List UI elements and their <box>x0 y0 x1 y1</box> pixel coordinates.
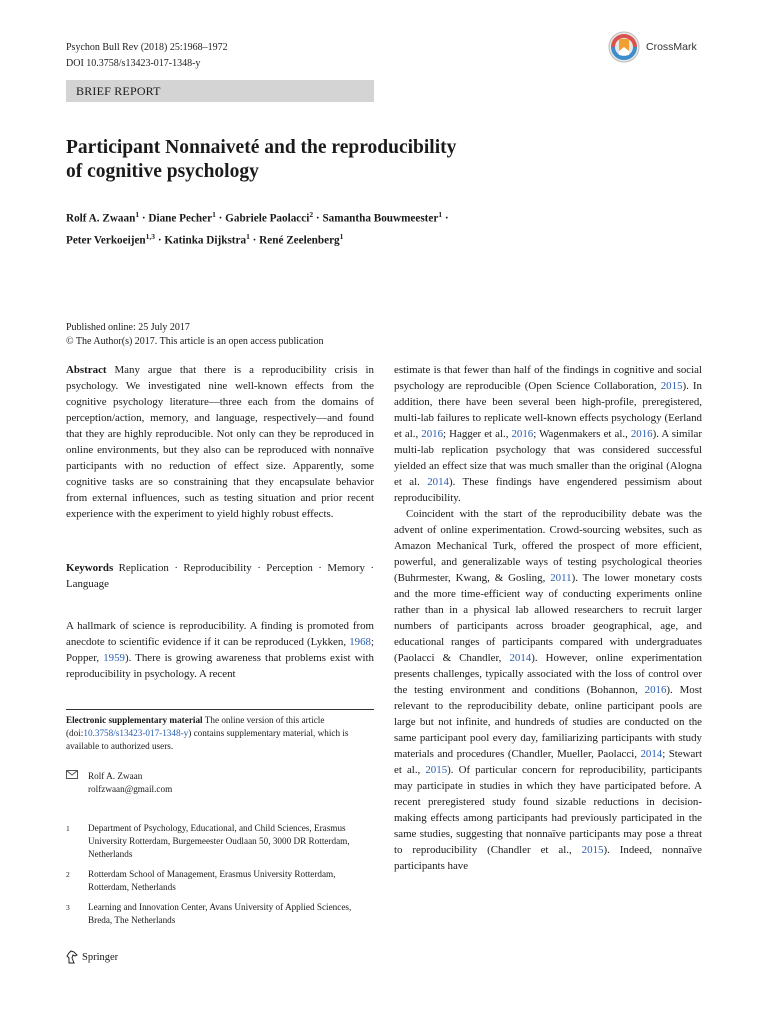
body-text: ; Wagenmakers et al., <box>533 428 631 440</box>
body-text: ; Stewart et al., <box>394 748 702 776</box>
paragraph <box>394 362 702 506</box>
body-text: ). In addition, there have been several been high-profile, preregistered, multi-lab failures to replicate well-known effects psychology (Eerland et al., <box>394 380 702 440</box>
supplementary-note <box>66 714 374 753</box>
author-affiliation-mark: 1 <box>135 210 140 219</box>
crossmark-icon <box>608 31 640 63</box>
publication-info <box>66 321 323 349</box>
esm-text: ) contains supplementary material, which is available to authorized users. <box>66 728 349 751</box>
author-name[interactable]: Samantha Bouwmeester <box>322 212 439 225</box>
body-text: ; Hagger et al., <box>443 428 512 440</box>
author-affiliation-mark: 1 <box>212 210 216 219</box>
abstract-label: Abstract <box>66 364 107 376</box>
citation-link[interactable]: 2016 <box>644 684 667 696</box>
body-text: ). However, online experimentation presents challenges, typically associated with the loss of control over the testing environment and conditions (Bohannon, <box>394 652 702 696</box>
body-text: ). These findings have engendered pessimism about reproducibility. <box>394 476 703 504</box>
report-type-banner: BRIEF REPORT <box>66 80 374 102</box>
doi-link[interactable]: 10.3758/s13423-017-1348-y <box>83 728 189 738</box>
publisher-name: Springer <box>82 951 119 963</box>
body-text: ). Indeed, nonnaïve participants have <box>394 844 702 872</box>
body-text: ). A similar multi-lab replication psychology that was considered successful yielded an effect size that was much smaller than the original (Alogna et al. <box>394 428 702 488</box>
author-name[interactable]: Rolf A. Zwaan <box>66 212 136 225</box>
affiliation-item <box>66 822 366 861</box>
affiliation-text: Department of Psychology, Educational, and Child Sciences, Erasmus University Rotterdam, Burgemeester Oudlaan 50, 3000 DR Rotterdam, Netherlands <box>88 823 350 859</box>
citation-link[interactable]: 2016 <box>421 428 444 440</box>
affiliation-text: Rotterdam School of Management, Erasmus University Rotterdam, Rotterdam, Netherlands <box>88 869 336 892</box>
body-text: ). The lower monetary costs and the more time-efficient way of conducting experiments online rather than in a physical lab allowed researchers to recruit larger numbers of participants across broader geographical, age, and educational ranges of participants compared with undergraduates (Paolacci & Chandler, <box>394 572 702 664</box>
springer-horse-icon <box>66 950 78 964</box>
crossmark-label: CrossMark <box>646 41 697 53</box>
citation-link[interactable]: 2015 <box>581 844 604 856</box>
affiliation-item <box>66 868 366 894</box>
affiliation-text: Learning and Innovation Center, Avans University of Applied Sciences, Breda, The Netherlands <box>88 902 352 925</box>
author-name[interactable]: Diane Pecher <box>148 212 213 225</box>
abstract <box>66 362 374 522</box>
author-name[interactable]: Katinka Dijkstra <box>164 234 247 247</box>
published-date: Published online: 25 July 2017 <box>66 322 190 333</box>
citation-link[interactable]: 2014 <box>427 476 449 488</box>
envelope-icon <box>66 770 88 796</box>
body-text: ). There is growing awareness that problems exist with reproducibility in psychology. A recent <box>66 652 374 680</box>
corresponding-author <box>66 770 374 796</box>
citation-link[interactable]: 1968 <box>349 636 371 648</box>
affiliation-number: 1 <box>66 824 70 833</box>
author-affiliation-mark: 1 <box>438 210 443 219</box>
author-list <box>66 206 626 249</box>
contact-email[interactable]: rolfzwaan@gmail.com <box>88 784 173 794</box>
body-text: Coincident with the start of the reproducibility debate was the advent of online experimentation. Crowd-sourcing websites, such as Amazon Mechanical Turk, offered the prospect of more efficient, powerful, and generalizable ways of testing psychological theories (Buhrmester, Kwang, & Gosling, <box>394 508 702 584</box>
journal-citation: Psychon Bull Rev (2018) 25:1968–1972 <box>66 42 228 53</box>
affiliation-item <box>66 901 366 927</box>
citation-link[interactable]: 2011 <box>550 572 572 584</box>
copyright-line: © The Author(s) 2017. This article is an open access publication <box>66 336 324 347</box>
author-affiliation-mark: 1,3 <box>145 231 156 241</box>
author-name[interactable]: Peter Verkoeijen <box>66 234 146 247</box>
citation-link[interactable]: 2015 <box>425 764 448 776</box>
affiliation-number: 2 <box>66 870 70 879</box>
keywords-text: Replication · Reproducibility · Perception · Memory · Language <box>66 562 374 590</box>
doi-line: DOI 10.3758/s13423-017-1348-y <box>66 58 201 69</box>
keywords <box>66 560 374 592</box>
body-text: ). Of particular concern for reproducibility, participants may participate in studies in which they have participated before. A recent preregistered study found sizable reductions in decision-making effects among participants had previously participated in the same studies, suggesting that nonnaïve participants may pose a threat to reproducibility (Chandler et al., <box>394 764 702 856</box>
affiliation-list <box>66 822 366 927</box>
author-line-1: Rolf A. Zwaan$^1$ · Diane Pecher$^1$ · Gabriele Paolacci$^2$ · Samantha Bouwmeester$^1$ · <box>66 210 449 225</box>
esm-label: Electronic supplementary material <box>66 715 203 725</box>
body-right-column <box>394 362 702 874</box>
author-affiliation-mark: 1 <box>246 231 250 241</box>
title-line-2: of cognitive psychology <box>66 161 259 182</box>
esm-text: The online version of this article (doi: <box>66 715 325 738</box>
citation-link[interactable]: 2015 <box>660 380 683 392</box>
author-line-2: Peter Verkoeijen$^{1,3}$ · Katinka Dijkstra$^1$ · René Zeelenberg$^1$ <box>66 231 344 247</box>
body-text: A hallmark of science is reproducibility. A finding is promoted from anecdote to scientific evidence if it can be reproduced (Lykken, <box>66 620 374 648</box>
keywords-label: Keywords <box>66 562 114 574</box>
citation-link[interactable]: 2014 <box>640 748 663 760</box>
body-text: estimate is that fewer than half of the findings in cognitive and social psychology are reproducible (Open Science Collaboration, <box>394 364 702 392</box>
abstract-text: Many argue that there is a reproducibility crisis in psychology. We investigated nine well-known effects from the cognitive psychology literature—three each from the domains of perception/action, memory, and language, respectively—and found that they are highly reproducible. Not only can they be reproduced in online environments, but they also can be reproduced with nonnaïve participants with no reduction of effect size. Apparently, some cognitive tasks are so constraining that they encapsulate behavior from external influences, such as testing situation and prior recent experience with the experiment to yield highly robust effects. <box>66 364 374 520</box>
body-text: ; Popper, <box>66 636 374 664</box>
affiliation-number: 3 <box>66 903 70 912</box>
journal-header <box>66 40 228 72</box>
citation-link[interactable]: 2014 <box>509 652 532 664</box>
intro-paragraph <box>66 618 374 682</box>
citation-link[interactable]: 2016 <box>630 428 653 440</box>
author-affiliation-mark: 2 <box>309 210 314 219</box>
contact-name: Rolf A. Zwaan <box>88 771 143 781</box>
author-name[interactable]: René Zeelenberg <box>259 234 340 247</box>
publisher-footer <box>66 950 118 964</box>
citation-link[interactable]: 1959 <box>103 652 125 664</box>
article-title <box>66 136 626 184</box>
author-name[interactable]: Gabriele Paolacci <box>225 212 310 225</box>
citation-link[interactable]: 2016 <box>511 428 534 440</box>
title-line-1: Participant Nonnaiveté and the reproducibility <box>66 137 457 158</box>
footnote-divider <box>66 709 374 710</box>
body-text: ). Most relevant to the reproducibility debate, online participant pools are large but not infinite, and hundreds of studies are conducted on the same participant pool every day, familiarizing participants with study materials and procedures (Chandler, Mueller, Paolacci, <box>394 684 703 760</box>
paragraph <box>394 506 702 874</box>
crossmark-badge[interactable] <box>608 30 728 64</box>
author-affiliation-mark: 1 <box>339 231 344 241</box>
